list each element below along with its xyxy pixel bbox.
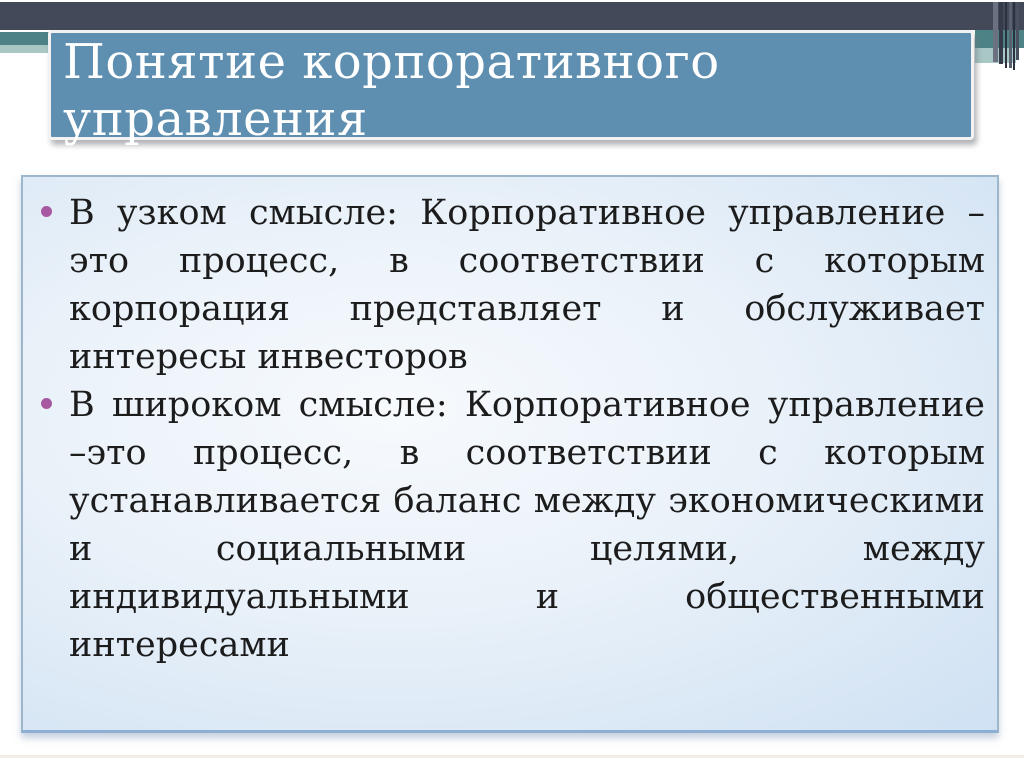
- bullet-line: В узком смысле: Корпоративное управление –: [69, 193, 985, 233]
- bullet-line: устанавливается баланс между экономическими: [69, 481, 985, 521]
- corner-accent-stripe: [1016, 2, 1019, 60]
- slide-title: [51, 33, 971, 148]
- corner-accent-stripe: [1009, 2, 1012, 68]
- bullet-list: [23, 177, 997, 669]
- slide-title-line-2: управления: [63, 91, 368, 147]
- slide-title-line-1: Понятие корпоративного: [63, 34, 720, 90]
- bullet-line: корпорация представляет и обслуживает: [69, 289, 985, 329]
- corner-accent-stripe: [1013, 2, 1015, 70]
- header-bar: [0, 2, 1024, 30]
- bullet-line: интересы инвесторов: [69, 337, 468, 377]
- footer-rule: [0, 755, 1024, 758]
- bullet-line: индивидуальными и общественными: [69, 577, 985, 617]
- content-panel: [21, 175, 999, 733]
- bullet-line: и социальными целями, между: [69, 529, 985, 569]
- bullet-line: –это процесс, в соответствии с которым: [69, 433, 985, 473]
- title-box: [48, 30, 974, 147]
- corner-accent-stripe: [993, 2, 998, 62]
- bullet-line: это процесс, в соответствии с которым: [69, 241, 985, 281]
- bullet-item: [31, 189, 985, 381]
- left-teal-stripe-light: [0, 45, 49, 53]
- corner-accent-stripe: [999, 2, 1003, 64]
- bullet-line: интересами: [69, 625, 290, 665]
- corner-accent-stripe: [1005, 2, 1007, 68]
- left-teal-stripe-dark: [0, 32, 49, 45]
- bullet-item: [31, 381, 985, 669]
- bullet-line: В широком смысле: Корпоративное управление: [69, 385, 985, 425]
